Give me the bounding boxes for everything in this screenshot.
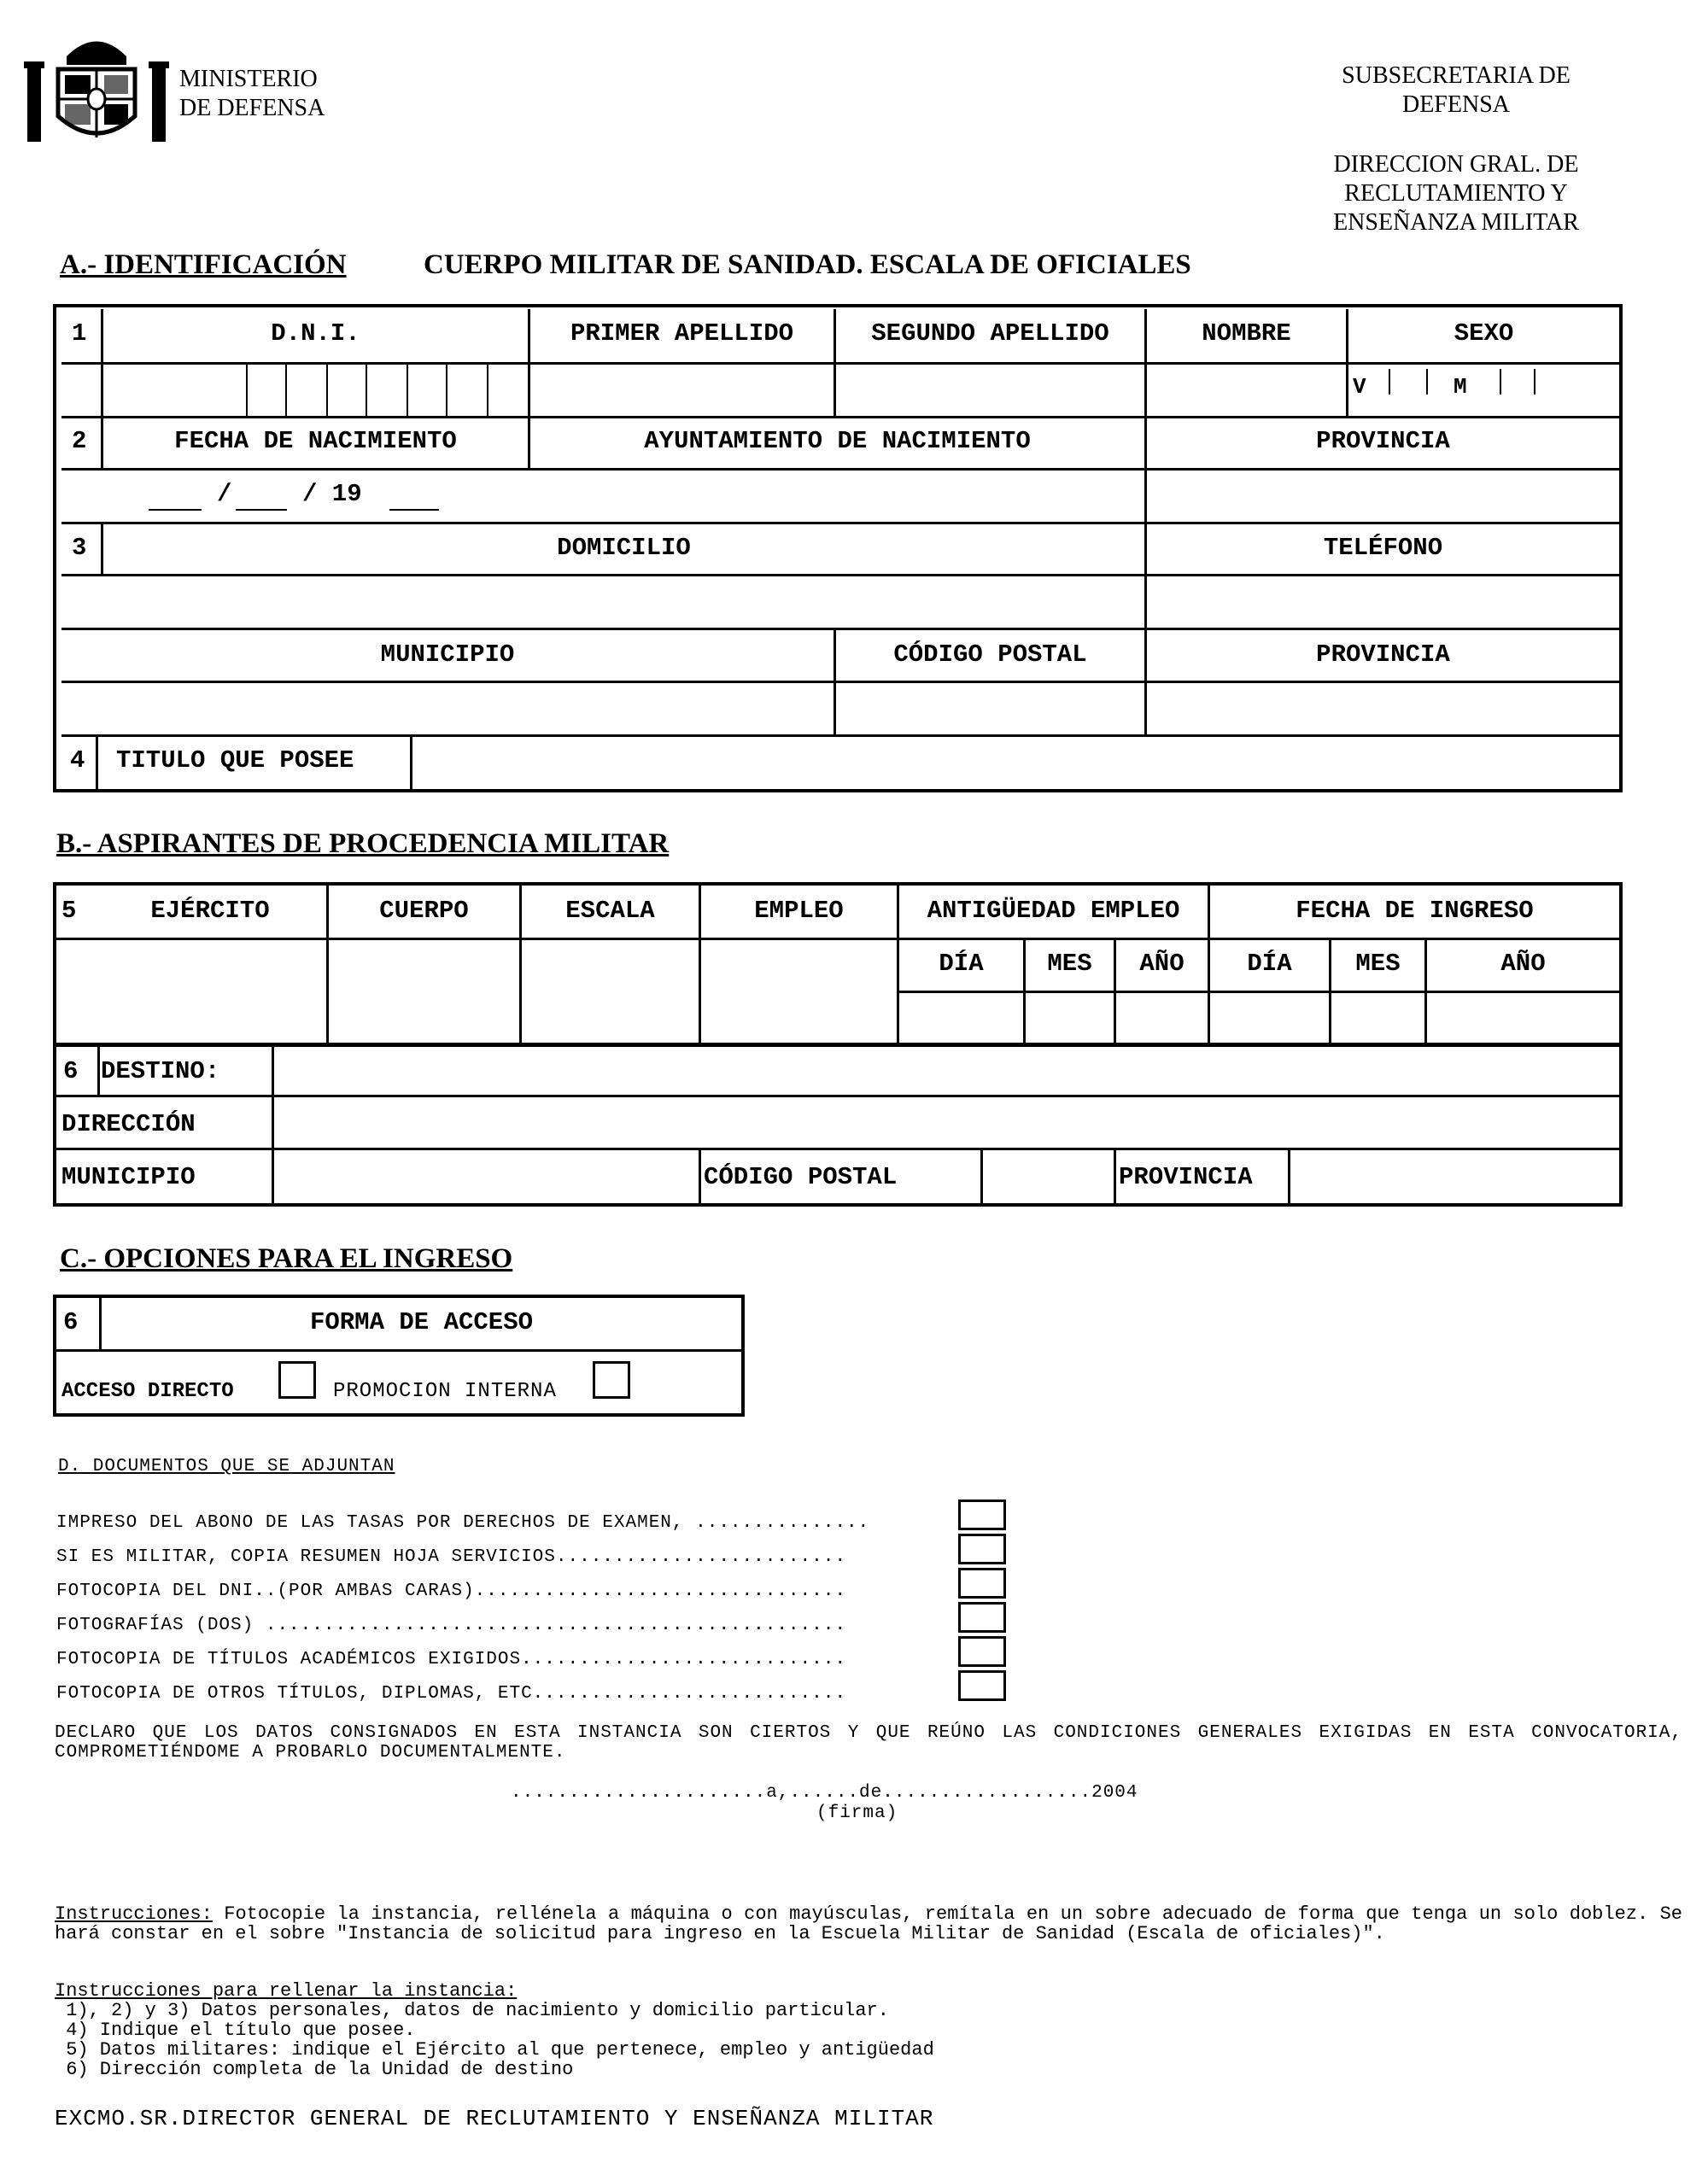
codigo-postal-b-input[interactable] <box>984 1153 1112 1204</box>
doc-item-2-checkbox[interactable] <box>958 1534 1006 1564</box>
fill-instruction-4: 6) Dirección completa de la Unidad de destino <box>55 2059 574 2080</box>
fill-instruction-2: 4) Indique el título que posee. <box>55 2020 416 2041</box>
empleo-input[interactable] <box>702 941 895 1044</box>
row6c-number: 6 <box>63 1308 79 1336</box>
section-c-title: C.- OPCIONES PARA EL INGRESO <box>60 1243 513 1274</box>
codigo-postal-input[interactable] <box>837 683 1143 733</box>
instructions-paragraph <box>55 1904 1682 1944</box>
ayuntamiento-header: AYUNTAMIENTO DE NACIMIENTO <box>644 427 1031 455</box>
antiguedad-dia: DÍA <box>939 950 984 978</box>
doc-item-5: FOTOCOPIA DE TÍTULOS ACADÉMICOS EXIGIDOS............................ <box>56 1650 846 1669</box>
sexo-m-checkbox[interactable] <box>1501 367 1532 396</box>
primer-apellido-input[interactable] <box>531 365 832 415</box>
direccion-label: DIRECCIÓN <box>61 1110 196 1138</box>
subsecretaria-line1: SUBSECRETARIA DE <box>1342 62 1571 89</box>
segundo-apellido-header: SEGUNDO APELLIDO <box>871 319 1109 348</box>
doc-item-2: SI ES MILITAR, COPIA RESUMEN HOJA SERVICIOS......................... <box>56 1547 846 1567</box>
municipio-header: MUNICIPIO <box>380 640 515 669</box>
row4-number: 4 <box>70 746 85 775</box>
sexo-header: SEXO <box>1454 319 1514 348</box>
ingreso-dia: DÍA <box>1247 950 1292 978</box>
provincia-domicilio-input[interactable] <box>1148 683 1617 733</box>
ministry-name-line1: MINISTERIO <box>179 66 318 92</box>
instructions-label: Instrucciones: <box>55 1903 213 1925</box>
dni-header: D.N.I. <box>271 319 360 348</box>
destino-label: DESTINO: <box>101 1057 220 1085</box>
ayuntamiento-input[interactable] <box>531 471 1143 521</box>
section-b-title: B.- ASPIRANTES DE PROCEDENCIA MILITAR <box>56 828 670 859</box>
fecha-nacimiento-header: FECHA DE NACIMIENTO <box>174 427 457 455</box>
promocion-interna-checkbox[interactable] <box>593 1361 630 1399</box>
row2-number: 2 <box>72 427 87 455</box>
sexo-v-label: V <box>1353 374 1366 400</box>
ingreso-ano: AÑO <box>1500 950 1546 978</box>
direccion-line3: ENSEÑANZA MILITAR <box>1333 209 1579 236</box>
municipio-input[interactable] <box>63 683 832 733</box>
municipio-b-input[interactable] <box>275 1153 697 1204</box>
date-separator-1: / <box>217 480 232 508</box>
titulo-input[interactable] <box>413 738 1617 789</box>
doc-item-5-checkbox[interactable] <box>958 1636 1006 1667</box>
ejercito-header: EJÉRCITO <box>150 897 270 925</box>
fill-instructions-label: Instrucciones para rellenar la instancia: <box>55 1980 518 2002</box>
fill-instruction-1: 1), 2) y 3) Datos personales, datos de nacimiento y domicilio particular. <box>55 2000 889 2021</box>
provincia-b-input[interactable] <box>1291 1153 1617 1204</box>
empleo-header: EMPLEO <box>754 897 844 925</box>
forma-acceso-header: FORMA DE ACCESO <box>309 1308 534 1336</box>
municipio-b-label: MUNICIPIO <box>61 1163 196 1191</box>
direccion-line2: RECLUTAMIENTO Y <box>1344 180 1568 207</box>
dni-input[interactable] <box>248 365 487 415</box>
escala-header: ESCALA <box>565 897 655 925</box>
acceso-directo-checkbox[interactable] <box>278 1361 316 1399</box>
subsecretaria-line2: DEFENSA <box>1401 91 1510 118</box>
doc-item-6-checkbox[interactable] <box>958 1670 1006 1701</box>
section-a-subtitle: CUERPO MILITAR DE SANIDAD. ESCALA DE OFICIALES <box>424 249 1191 280</box>
codigo-postal-header: CÓDIGO POSTAL <box>893 640 1087 669</box>
doc-item-4-checkbox[interactable] <box>958 1602 1006 1633</box>
cuerpo-input[interactable] <box>330 941 518 1044</box>
direccion-line1: DIRECCION GRAL. DE <box>1333 151 1579 178</box>
nombre-header: NOMBRE <box>1202 319 1291 348</box>
codigo-postal-b-label: CÓDIGO POSTAL <box>704 1163 898 1191</box>
ejercito-input[interactable] <box>58 941 325 1044</box>
fill-instruction-3: 5) Datos militares: indique el Ejército al que pertenece, empleo y antigüedad <box>55 2039 934 2061</box>
declaration-text: DECLARO QUE LOS DATOS CONSIGNADOS EN ESTA INSTANCIA SON CIERTOS Y QUE REÚNO LAS CONDICIONES GENERALES EXIGIDAS EN ESTA CONVOCATORIA, COMPROMETIÉNDOME A PROBARLO DOCUMENTALMENTE. <box>55 1723 1682 1763</box>
telefono-input[interactable] <box>1148 577 1617 627</box>
footer-recipient: EXCMO.SR.DIRECTOR GENERAL DE RECLUTAMIENTO Y ENSEÑANZA MILITAR <box>55 2106 934 2131</box>
section-a-title: A.- IDENTIFICACIÓN <box>60 249 347 280</box>
signature-label: (firma) <box>816 1803 898 1823</box>
direccion-input[interactable] <box>275 1100 1617 1147</box>
fecha-nacimiento-input[interactable] <box>137 475 453 517</box>
destino-input[interactable] <box>275 1047 1617 1094</box>
fecha-ingreso-header: FECHA DE INGRESO <box>1296 897 1534 925</box>
primer-apellido-header: PRIMER APELLIDO <box>570 319 794 348</box>
section-d-title: D. DOCUMENTOS QUE SE ADJUNTAN <box>58 1457 395 1476</box>
provincia-domicilio-header: PROVINCIA <box>1316 640 1450 669</box>
titulo-header: TITULO QUE POSEE <box>116 746 354 775</box>
antiguedad-mes: MES <box>1047 950 1092 978</box>
nombre-input[interactable] <box>1148 365 1344 415</box>
sexo-m-label: M <box>1454 374 1467 400</box>
segundo-apellido-input[interactable] <box>837 365 1143 415</box>
ingreso-mes: MES <box>1355 950 1401 978</box>
escala-input[interactable] <box>523 941 697 1044</box>
cuerpo-header: CUERPO <box>379 897 469 925</box>
instructions-text: Fotocopie la instancia, rellénela a máquina o con mayúsculas, remítala en un sobre adecuado de forma que tenga un solo doblez. Se hará constar en el sobre "Instancia de solicitud para ingreso en la Escuela Militar de Sanidad (Escala de oficiales)". <box>55 1903 1682 1944</box>
row5-number: 5 <box>61 897 77 925</box>
doc-item-4: FOTOGRAFÍAS (DOS) .................................................. <box>56 1616 846 1635</box>
ministry-name-line2: DE DEFENSA <box>179 95 325 121</box>
antiguedad-header: ANTIGÜEDAD EMPLEO <box>927 897 1180 925</box>
sexo-v-checkbox[interactable] <box>1392 367 1424 396</box>
row3-number: 3 <box>72 534 87 562</box>
doc-item-1-checkbox[interactable] <box>958 1499 1006 1530</box>
date-line: ......................a,......de..................2004 <box>511 1783 1138 1803</box>
coat-of-arms-logo <box>24 31 169 150</box>
acceso-directo-label: ACCESO DIRECTO <box>61 1380 234 1403</box>
telefono-header: TELÉFONO <box>1323 534 1443 562</box>
provincia-b-label: PROVINCIA <box>1119 1163 1253 1191</box>
row1-number: 1 <box>72 319 87 348</box>
antiguedad-ano: AÑO <box>1139 950 1184 978</box>
doc-item-3-checkbox[interactable] <box>958 1568 1006 1599</box>
domicilio-input[interactable] <box>63 577 1143 627</box>
provincia-nacimiento-header: PROVINCIA <box>1316 427 1450 455</box>
date-separator-2: / 19 <box>302 480 362 508</box>
domicilio-header: DOMICILIO <box>557 534 691 562</box>
doc-item-6: FOTOCOPIA DE OTROS TÍTULOS, DIPLOMAS, ETC........................... <box>56 1684 846 1704</box>
doc-item-1: IMPRESO DEL ABONO DE LAS TASAS POR DERECHOS DE EXAMEN, ............... <box>56 1513 870 1533</box>
promocion-interna-label: PROMOCION INTERNA <box>333 1380 557 1403</box>
provincia-nacimiento-input[interactable] <box>1148 471 1617 521</box>
row6-number: 6 <box>63 1057 79 1085</box>
doc-item-3: FOTOCOPIA DEL DNI..(POR AMBAS CARAS)................................ <box>56 1581 846 1601</box>
